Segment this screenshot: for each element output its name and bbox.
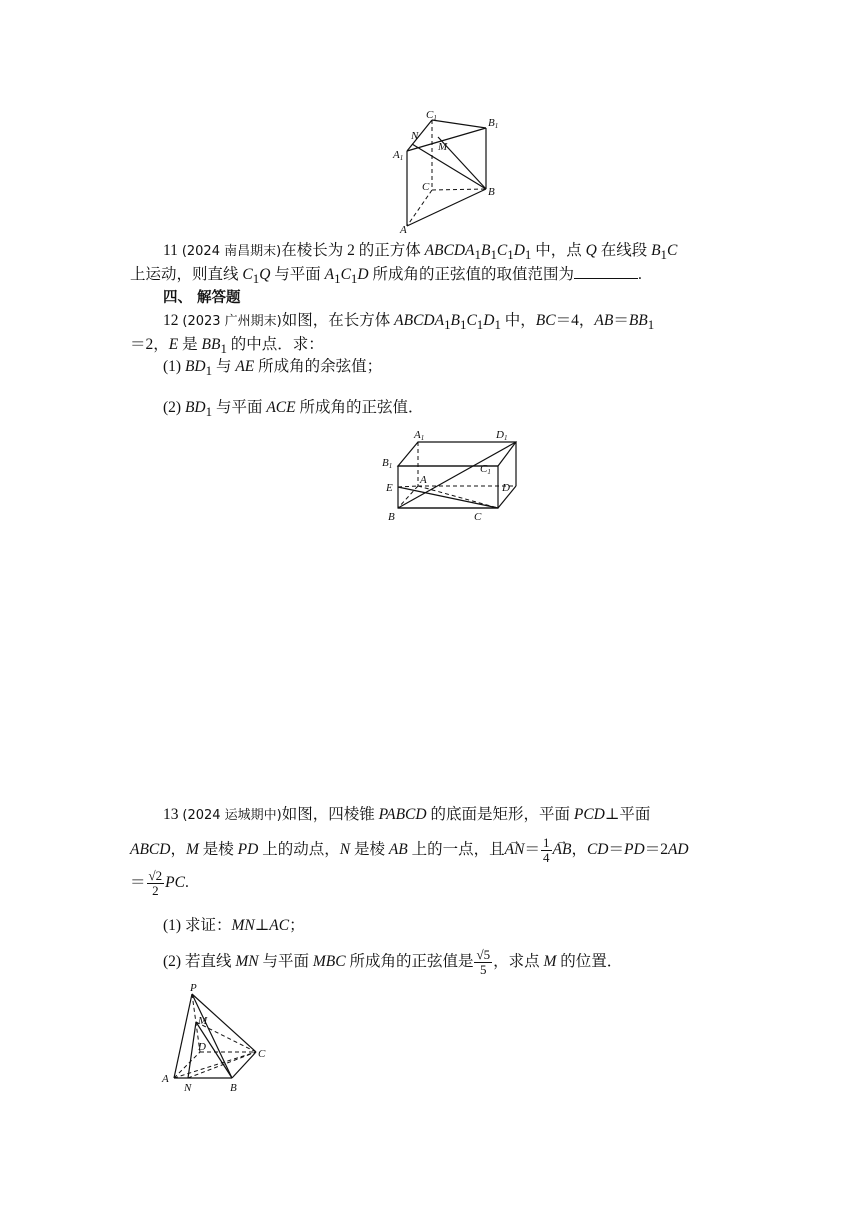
q13-line1: 13 (2024 运城期中)如图，四棱锥 PABCD 的底面是矩形，平面 PCD⊥平面 [163, 806, 651, 823]
label-A1: A1 [393, 149, 404, 162]
label-D: D [502, 482, 510, 494]
fraction-sqrt5-over-5: $\frac{√5}{5}$ [476, 947, 491, 977]
label-A: A [400, 224, 407, 236]
label-C: C [474, 511, 482, 523]
label-N: N [184, 1082, 192, 1094]
label-N: N [411, 130, 419, 142]
label-C: C [258, 1048, 266, 1060]
label-M: M [438, 141, 448, 153]
label-B: B [230, 1082, 237, 1094]
figure-q10-prism [392, 106, 508, 236]
label-A1: A1 [414, 429, 425, 442]
label-C: C [422, 181, 430, 193]
label-B: B [488, 186, 495, 198]
label-A: A [420, 474, 427, 486]
q13-part2: (2) 若直线 MN 与平面 MBC 所成角的正弦值是 $\frac{√5}{5}$ ，求点 M 的位置． [163, 947, 623, 977]
section-heading: 四、 解答题 [163, 290, 241, 306]
label-C1: C1 [426, 109, 437, 122]
q11-line1: 11 (2024 南昌期末)在棱长为 2 的正方体 $ABCDA_1B_1C_1D_1$ 中，点 Q 在线段 $B_1C$ [163, 242, 678, 263]
label-D1: D1 [496, 429, 508, 442]
label-P: P [190, 982, 197, 994]
q12-part1: (1) $BD_1$ 与 AE 所成角的余弦值； [163, 358, 383, 379]
figure-q12-box [380, 426, 520, 524]
q12-line2: ＝2，E 是 $BB_1$ 的中点．求： [130, 336, 324, 357]
label-D: D [198, 1041, 206, 1053]
label-A: A [162, 1073, 169, 1085]
q12-line1: 12 (2023 广州期末)如图，在长方体 $ABCDA_1B_1C_1D_1$ 中，BC＝4，$AB=BB_1$ [163, 312, 655, 333]
fraction-sqrt2-over-2: $\frac{√2}{2}$ [148, 868, 163, 898]
q11-line2: 上运动，则直线 $C_1Q$ 与平面 $A_1C_1D$ 所成角的正弦值的取值范围为 . [130, 266, 642, 287]
figure-q13-pyramid [160, 982, 280, 1094]
q13-line2: ABCD，M 是棱 PD 上的动点，N 是棱 AB 上的一点，且→ AN＝ $\frac{1}{4}$ → AB，CD＝PD＝2AD [130, 836, 689, 865]
label-B1: B1 [488, 117, 499, 130]
label-C1: C1 [480, 463, 491, 476]
q13-part1: (1) 求证：MN⊥AC； [163, 917, 305, 934]
q12-part2: (2) $BD_1$ 与平面 ACE 所成角的正弦值． [163, 399, 424, 420]
label-B: B [388, 511, 395, 523]
q13-line3: ＝ $\frac{√2}{2}$ PC. [130, 868, 189, 898]
fraction-one-quarter: $\frac{1}{4}$ [543, 835, 550, 865]
label-B1: B1 [382, 457, 393, 470]
answer-blank [574, 264, 638, 279]
label-E: E [386, 482, 393, 494]
label-M: M [198, 1015, 208, 1027]
